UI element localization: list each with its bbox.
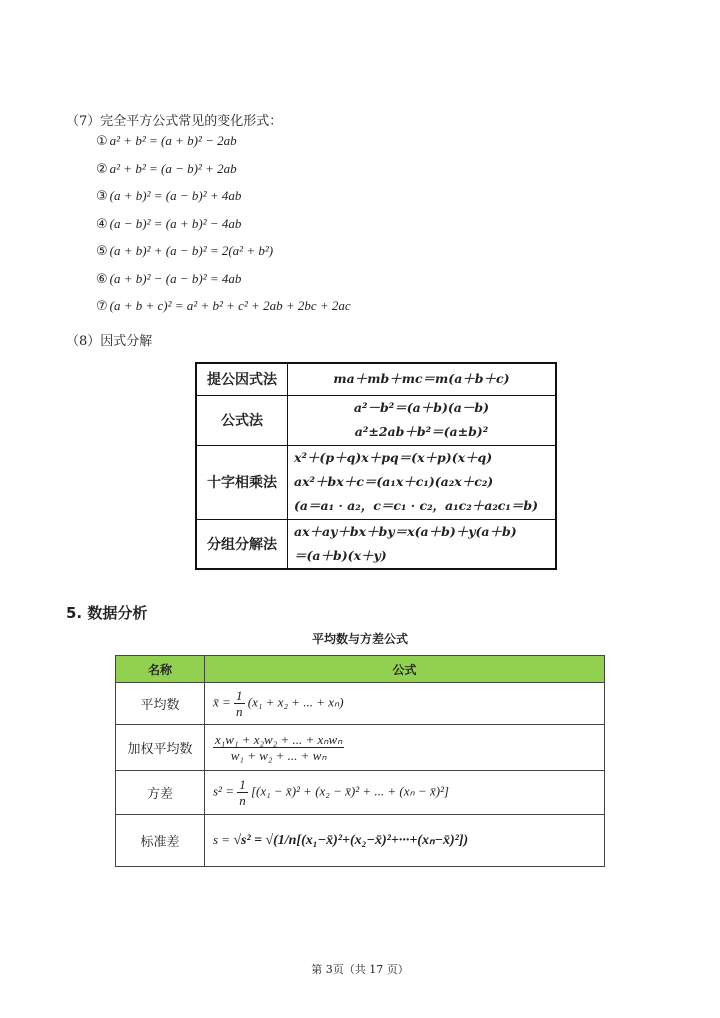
formula-item	[96, 133, 351, 161]
radical-term: √s² =	[233, 833, 263, 848]
name-cell: 标准差	[116, 815, 205, 867]
formula-text: (a − b)² = (a + b)² − 4ab	[109, 215, 242, 231]
formula-line: a²±2ab＋b²＝(a±b)²	[354, 424, 489, 439]
header-row	[116, 656, 605, 683]
name-cell: 方差	[116, 771, 205, 815]
table-row	[196, 519, 556, 569]
formula-cell	[288, 519, 557, 569]
fraction	[237, 777, 248, 808]
formula-line: a²－b²＝(a＋b)(a－b)	[353, 400, 490, 415]
formula-line: (a＝a₁ · a₂，c＝c₁ · c₂，a₁c₂＋a₂c₁＝b)	[294, 498, 539, 513]
table-row	[196, 395, 556, 445]
square-formula-list	[96, 133, 351, 326]
item-marker: ①	[96, 134, 108, 149]
formula-item	[96, 243, 351, 271]
method-cell: 公式法	[196, 395, 288, 445]
header-formula: 公式	[205, 656, 605, 683]
table-row	[116, 771, 605, 815]
formula-rhs: (x₁ + x₂ + ... + xₙ)	[247, 694, 344, 710]
formula-text: (a + b)² = (a − b)² + 4ab	[109, 188, 242, 203]
item-marker: ⑦	[96, 299, 108, 314]
numerator: x₁w₁ + x₂w₂ + ... + xₙwₙ	[215, 732, 343, 747]
formula-lhs: s =	[213, 832, 231, 847]
table-row	[196, 363, 556, 395]
formula-item	[96, 271, 351, 299]
formula-text: (a + b)² − (a − b)² = 4ab	[109, 270, 242, 286]
item-marker: ⑤	[96, 244, 108, 259]
formula-lhs: s² =	[213, 783, 234, 799]
fraction	[213, 732, 344, 763]
item-marker: ②	[96, 161, 108, 177]
formula-cell	[288, 395, 557, 445]
method-cell: 提公因式法	[196, 363, 288, 395]
formula-line: ma＋mb＋mc＝m(a＋b＋c)	[333, 371, 510, 387]
numerator: 1	[239, 777, 246, 792]
section-7-title: （7）完全平方公式常见的变化形式：	[66, 114, 283, 129]
formula-item	[96, 216, 351, 244]
item-marker: ③	[96, 189, 108, 204]
formula-cell	[288, 363, 557, 395]
formula-lhs: x̄ =	[213, 694, 231, 710]
fraction	[234, 688, 245, 719]
method-cell: 分组分解法	[196, 519, 288, 569]
statistics-table	[115, 655, 605, 867]
formula-line: ax²＋bx＋c＝(a₁x＋c₁)(a₂x＋c₂)	[294, 474, 494, 489]
formula-line: x²＋(p＋q)x＋pq＝(x＋p)(x＋q)	[294, 450, 493, 465]
formula-cell	[205, 771, 605, 815]
formula-cell	[205, 725, 605, 771]
formula-item	[96, 188, 351, 216]
page-footer: 第 3页（共 17 页）	[311, 963, 409, 976]
formula-text: (a + b + c)² = a² + b² + c² + 2ab + 2bc + 2ac	[109, 298, 351, 313]
section-5-heading: 5. 数据分析	[66, 604, 148, 622]
formula-cell	[205, 815, 605, 867]
formula-cell	[288, 445, 557, 519]
numerator: 1	[236, 688, 243, 703]
formula-rhs: [(x₁ − x̄)² + (x₂ − x̄)² + ... + (xₙ − x̄)²]	[250, 783, 449, 799]
header-name: 名称	[116, 656, 205, 683]
table-row	[116, 683, 605, 725]
name-cell: 加权平均数	[116, 725, 205, 771]
formula-text: a² + b² = (a − b)² + 2ab	[109, 160, 237, 176]
factorization-table	[195, 362, 557, 570]
name-cell: 平均数	[116, 683, 205, 725]
table-row	[116, 815, 605, 867]
formula-line: ax＋ay＋bx＋by＝x(a＋b)＋y(a＋b)	[294, 523, 517, 539]
formula-cell	[205, 683, 605, 725]
method-cell: 十字相乘法	[196, 445, 288, 519]
formula-rhs: √(1/n[(x₁−x̄)²+(x₂−x̄)²+···+(xₙ−x̄)²])	[265, 833, 469, 848]
table-caption: 平均数与方差公式	[311, 632, 408, 646]
formula-text: a² + b² = (a + b)² − 2ab	[109, 133, 237, 148]
formula-line: ＝(a＋b)(x＋y)	[294, 547, 387, 563]
table-row	[196, 445, 556, 519]
item-marker: ④	[96, 216, 108, 232]
section-8-title: （8）因式分解	[66, 334, 153, 349]
item-marker: ⑥	[96, 271, 108, 287]
formula-item	[96, 161, 351, 189]
table-row	[116, 725, 605, 771]
denominator: w₁ + w₂ + ... + wₙ	[230, 748, 327, 763]
denominator: n	[236, 704, 243, 719]
formula-item	[96, 298, 351, 326]
denominator: n	[239, 793, 246, 808]
formula-text: (a + b)² + (a − b)² = 2(a² + b²)	[109, 243, 274, 258]
